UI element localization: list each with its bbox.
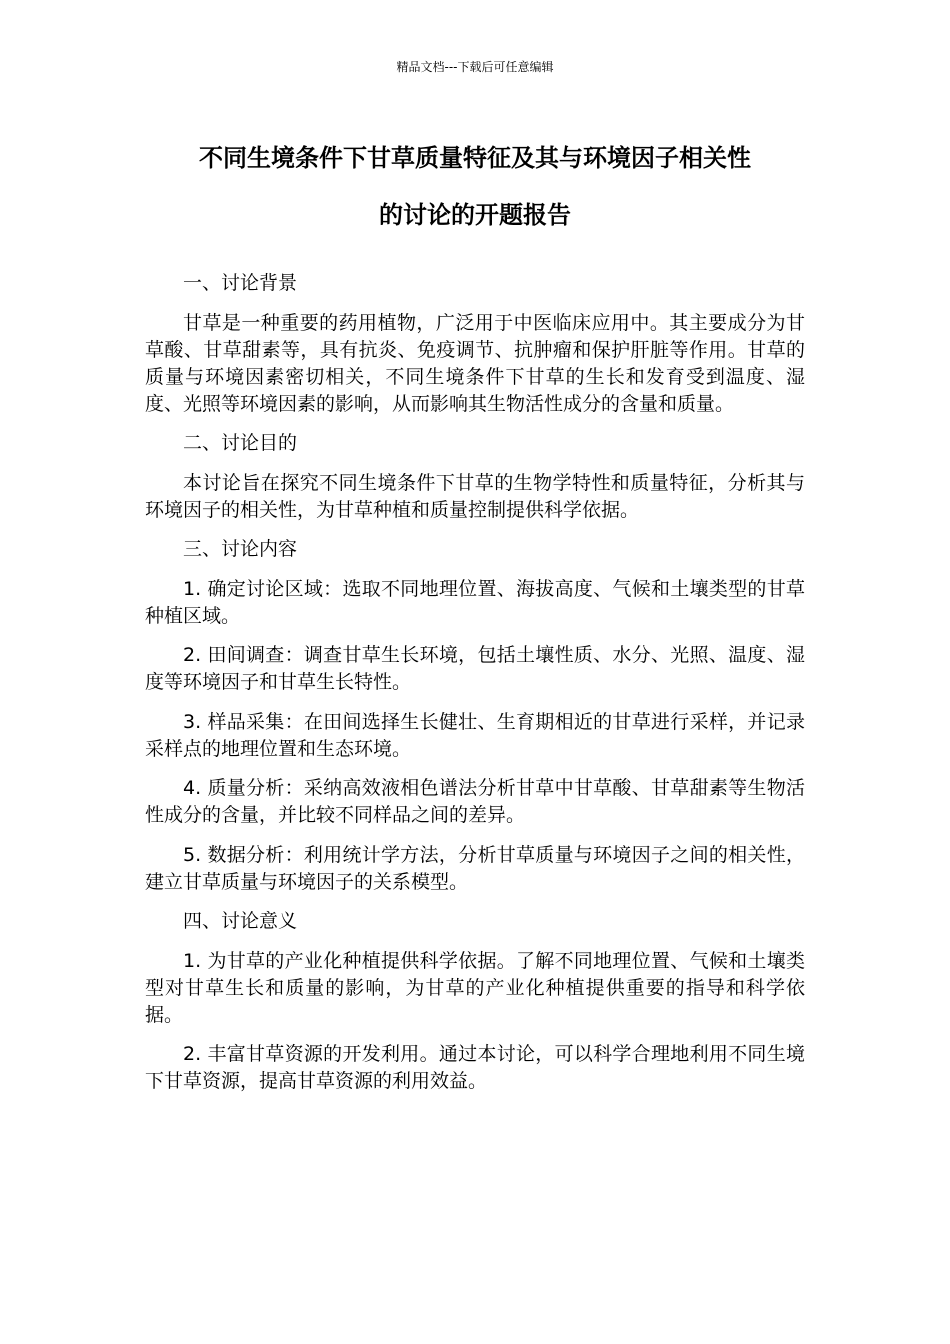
content-item-4: 4. 质量分析：采纳高效液相色谱法分析甘草中甘草酸、甘草甜素等生物活性成分的含量，并比较不同样品之间的差异。 [145,777,805,826]
section-heading-significance: 四、讨论意义 [183,910,298,932]
background-paragraph: 甘草是一种重要的药用植物，广泛用于中医临床应用中。其主要成分为甘草酸、甘草甜素等，具有抗炎、免疫调节、抗肿瘤和保护肝脏等作用。甘草的质量与环境因素密切相关，不同生境条件下甘草的生长和发育受到温度、湿度、光照等环境因素的影响，从而影响其生物活性成分的含量和质量。 [145,311,805,415]
significance-item-1: 1. 为甘草的产业化种植提供科学依据。了解不同地理位置、气候和土壤类型对甘草生长和质量的影响，为甘草的产业化种植提供重要的指导和科学依据。 [145,949,805,1026]
document-title-line-2: 的讨论的开题报告 [379,201,571,229]
section-heading-purpose: 二、讨论目的 [183,432,298,454]
section-heading-content: 三、讨论内容 [183,538,298,560]
significance-item-2: 2. 丰富甘草资源的开发利用。通过本讨论，可以科学合理地利用不同生境下甘草资源，提高甘草资源的利用效益。 [145,1043,805,1092]
document-title [145,130,805,244]
content-item-1: 1. 确定讨论区域：选取不同地理位置、海拔高度、气候和土壤类型的甘草种植区域。 [145,577,805,627]
header-note: 精品文档---下载后可任意编辑 [396,60,554,74]
content-item-2: 2. 田间调查：调查甘草生长环境，包括土壤性质、水分、光照、温度、湿度等环境因子和甘草生长特性。 [145,644,805,693]
document-body [145,270,805,1108]
content-item-5: 5. 数据分析：利用统计学方法，分析甘草质量与环境因子之间的相关性，建立甘草质量与环境因子的关系模型。 [145,843,805,893]
document-title-line-1: 不同生境条件下甘草质量特征及其与环境因子相关性 [199,144,751,172]
section-heading-background: 一、讨论背景 [183,272,298,294]
content-item-3: 3. 样品采集：在田间选择生长健壮、生育期相近的甘草进行采样，并记录采样点的地理位置和生态环境。 [145,710,805,760]
purpose-paragraph: 本讨论旨在探究不同生境条件下甘草的生物学特性和质量特征，分析其与环境因子的相关性，为甘草种植和质量控制提供科学依据。 [145,471,805,521]
